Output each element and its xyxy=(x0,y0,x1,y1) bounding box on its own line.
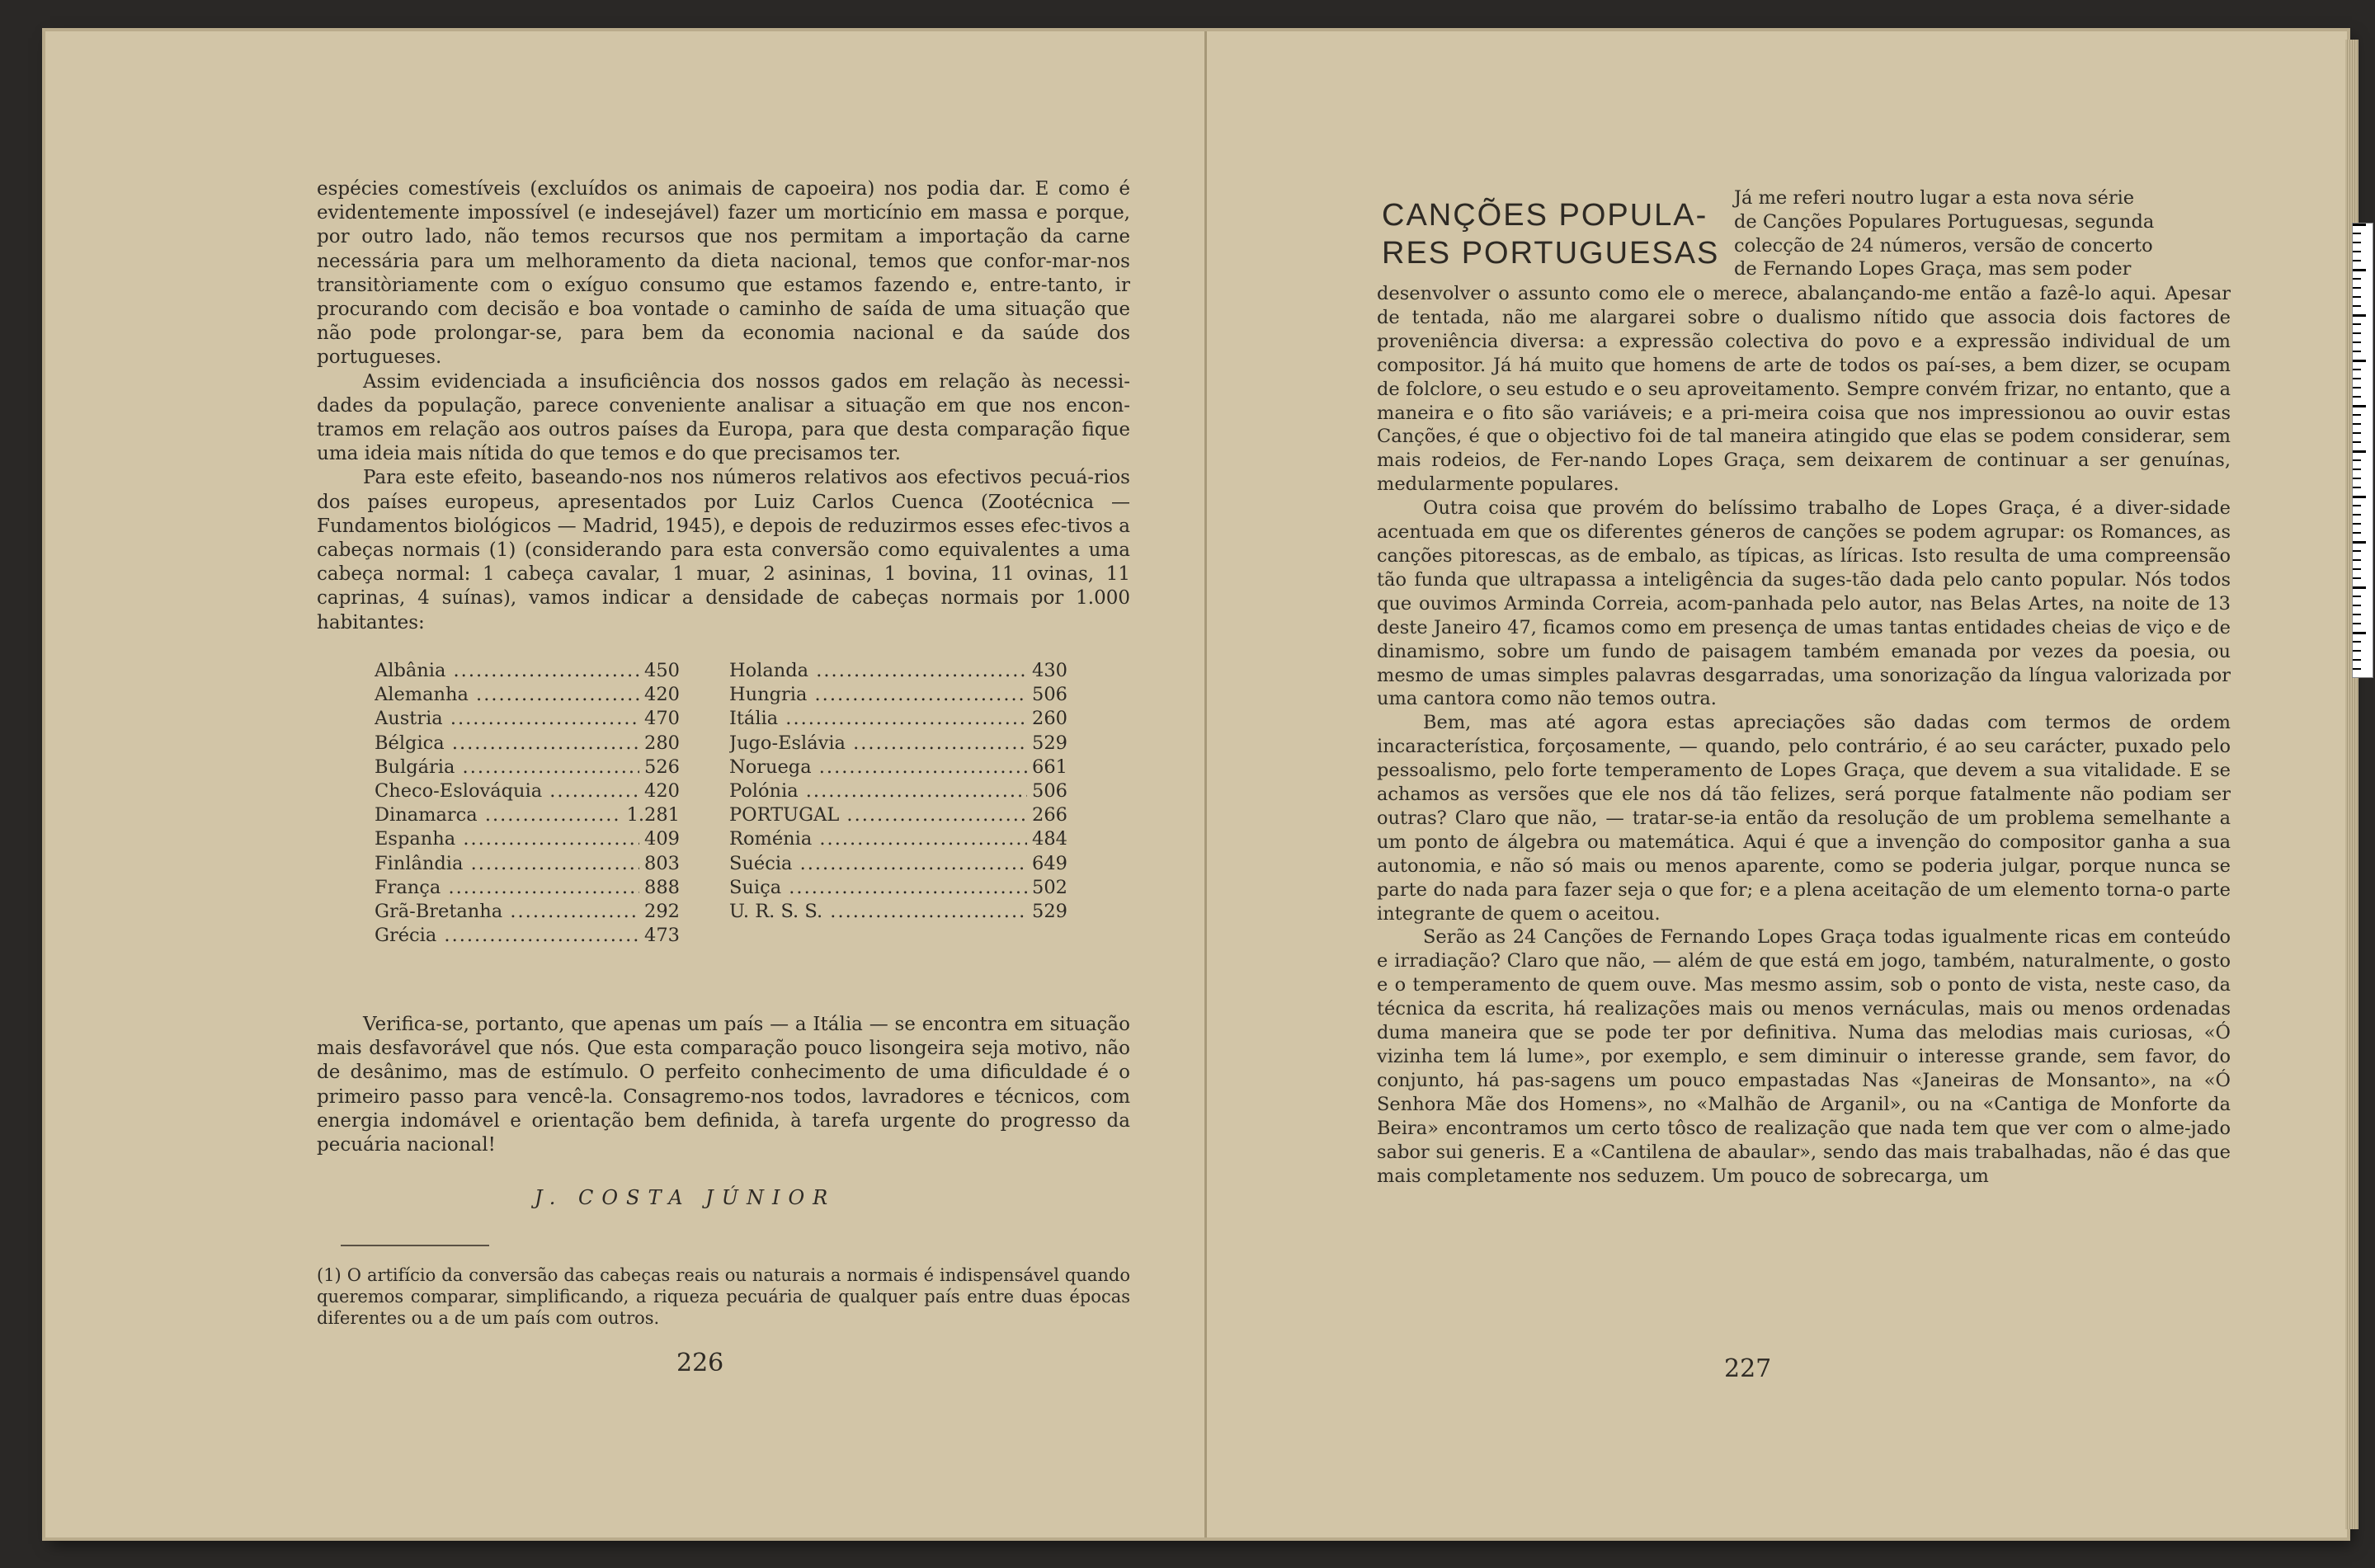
country-name: Grã-Bretanha ..... xyxy=(375,900,639,924)
paragraph: Bem, mas até agora estas apreciações são dadas com termos de ordem incaracterística, forçosamente, — quando, pelo contrário, é ao seu carácter, puxado pelo pessoalismo, pelo forte temperamento de Lopes Graça, que devem a sua vitalidade. E se achamos as versões que ele nos dá tão felizes, será porque fatalmente não podiam ser outras? Claro que não, — tratar-se-ia então da resolução de um problema semelhante a um ponto de álgebra ou matemática. Aqui é que a invenção do compositor ganha a sua autonomia, e não só mais ou menos aparente, como se poderia julgar, porque nunca se parte do nada para fazer seja o que for; e a plena aceitação de um elemento torna-o parte integrante de quem o aceitou. xyxy=(1377,712,2231,925)
country-name: Espanha ..... xyxy=(375,827,639,851)
density-value: 649 xyxy=(1027,852,1067,876)
density-value: 260 xyxy=(1027,707,1067,731)
country-name: Suécia ..... xyxy=(729,852,1027,876)
right-page xyxy=(1207,31,2347,1537)
density-table-right xyxy=(729,659,1067,924)
country-name: França ..... xyxy=(375,876,639,900)
table-row xyxy=(729,756,1067,779)
paragraph: espécies comestíveis (excluídos os animais de capoeira) nos podia dar. E como é evidentemente impossível (e indesejável) fazer um morticínio em massa e porque, por outro lado, não temos recursos que nos permitam a importação da carne necessária para um melhoramento da dieta nacional, temos que confor-mar-nos transitòriamente com o exíguo consumo que estamos fazendo e, entre-tanto, ir procurando com decisão e boa vontade o caminho de saída de uma situação que não pode prolongar-se, para bem da economia nacional e da saúde dos portugueses. xyxy=(317,178,1130,369)
density-value: 420 xyxy=(639,683,680,707)
country-name: Checo-Eslováquia ..... xyxy=(375,779,639,803)
table-row xyxy=(375,827,680,851)
table-row xyxy=(729,803,1067,827)
table-row xyxy=(729,827,1067,851)
intro-line: de Fernando Lopes Graça, mas sem poder xyxy=(1734,258,2132,280)
density-value: 506 xyxy=(1027,683,1067,707)
country-name: Jugo-Eslávia ..... xyxy=(729,732,1027,756)
table-row xyxy=(729,707,1067,731)
intro-line: Já me referi noutro lugar a esta nova série xyxy=(1734,187,2135,209)
density-value: 292 xyxy=(639,900,680,924)
country-name: Itália ..... xyxy=(729,707,1027,731)
table-row xyxy=(375,803,680,827)
density-value: 506 xyxy=(1027,779,1067,803)
country-name: Grécia ..... xyxy=(375,924,639,948)
table-row xyxy=(729,876,1067,900)
density-value: 280 xyxy=(639,732,680,756)
country-name: Polónia ..... xyxy=(729,779,1027,803)
table-row xyxy=(729,732,1067,756)
page-number: 227 xyxy=(1724,1354,1772,1383)
density-value: 450 xyxy=(639,659,680,683)
table-row xyxy=(729,683,1067,707)
country-name: Noruega ..... xyxy=(729,756,1027,779)
intro-line: colecção de 24 números, versão de concerto xyxy=(1734,234,2153,257)
country-name: Albânia ..... xyxy=(375,659,639,683)
table-row xyxy=(729,852,1067,876)
table-row xyxy=(375,852,680,876)
intro-block xyxy=(1734,186,2227,281)
density-value: 484 xyxy=(1027,827,1067,851)
table-row xyxy=(375,924,680,948)
density-value: 529 xyxy=(1027,732,1067,756)
density-value: 420 xyxy=(639,779,680,803)
country-name: Bélgica ..... xyxy=(375,732,639,756)
country-name: PORTUGAL ..... xyxy=(729,803,1027,827)
paragraph: Outra coisa que provém do belíssimo trabalho de Lopes Graça, é a diver-sidade acentuada em que os diferentes géneros de canções se podem agrupar: os Romances, as canções pitorescas, as de embalo, as típicas, as líricas. Isto resulta de uma compreensão tão funda que ultrapassa a inteligência da suges-tão dada pelo canto popular. Nós todos que ouvimos Arminda Correia, acom-panhada pelo autor, nas Belas Artes, na noite de 13 deste Janeiro 47, ficamos como em presença de umas tantas entidades cheias de viço e de dinamismo, sobre um fundo de paisagem também emanada por vezes da poesia, ou mesmo de umas simples palavras desgarradas, uma sonorização da língua valorizada por uma cantora como não temos outra. xyxy=(1377,497,2231,710)
table-row xyxy=(375,779,680,803)
country-name: Holanda ..... xyxy=(729,659,1027,683)
density-value: 661 xyxy=(1027,756,1067,779)
country-name: Austria ..... xyxy=(375,707,639,731)
left-page xyxy=(45,31,1207,1537)
table-row xyxy=(729,659,1067,683)
table-row xyxy=(375,707,680,731)
density-value: 526 xyxy=(639,756,680,779)
paragraph: Serão as 24 Canções de Fernando Lopes Graça todas igualmente ricas em conteúdo e irradiação? Claro que não, — além de que está em jogo, também, naturalmente, o gosto e o temperamento de quem ouve. Mas mesmo assim, sob o ponto de vista, neste caso, da técnica da escrita, há realizações mais ou menos vernáculas, mais ou menos ordenadas duma maneira que se pode ter por definitiva. Numa das melodias mais curiosas, «Ó vizinha tem lá lume», por exemplo, e sem diminuir o interesse grande, sem favor, do conjunto, há pas-sagens um pouco empastadas Nas «Janeiras de Monsanto», na «Ó Senhora Mãe dos Homens», no «Malhão de Arganil», ou na «Cantiga de Monforte da Beira» encontramos um certo tôsco de realização que nada tem que ver com o alme-jado sabor sui generis. E a «Cantilena de abaular», sendo das mais trabalhadas, não é das que mais completamente nos seduzem. Um pouco de sobrecarga, um xyxy=(1377,926,2231,1187)
density-value: 1.281 xyxy=(622,803,680,827)
country-name: U. R. S. S. ..... xyxy=(729,900,1027,924)
left-body xyxy=(317,177,1130,635)
table-row xyxy=(375,659,680,683)
density-value: 473 xyxy=(639,924,680,948)
country-name: Alemanha ..... xyxy=(375,683,639,707)
density-table-left xyxy=(375,659,680,948)
table-row xyxy=(375,876,680,900)
density-value: 430 xyxy=(1027,659,1067,683)
country-name: Bulgária ..... xyxy=(375,756,639,779)
table-row xyxy=(375,683,680,707)
density-value: 888 xyxy=(639,876,680,900)
paragraph: Assim evidenciada a insuficiência dos nossos gados em relação às necessi-dades da população, parece conveniente analisar a situação em que nos encon-tramos em relação aos outros países da Europa, para que desta comparação fique uma ideia mais nítida do que temos e do que precisamos ter. xyxy=(317,370,1130,465)
table-row xyxy=(729,900,1067,924)
country-name: Roménia ..... xyxy=(729,827,1027,851)
table-row xyxy=(729,779,1067,803)
page-number: 226 xyxy=(676,1349,724,1377)
footnote-rule xyxy=(341,1245,489,1246)
paragraph: Verifica-se, portanto, que apenas um país — a Itália — se encontra em situação mais desfavorável que nós. Que esta comparação pouco lisongeira seja motivo, não de desânimo, mas de estímulo. O perfeito conhecimento de uma dificuldade é o primeiro passo para vencê-la. Consagremo-nos todos, lavradores e técnicos, com energia indomável e orientação bem definida, à tarefa urgente do progresso da pecuária nacional! xyxy=(317,1014,1130,1156)
table-row xyxy=(375,900,680,924)
country-name: Hungria ..... xyxy=(729,683,1027,707)
paragraph: desenvolver o assunto como ele o merece, abalançando-me então a fazê-lo aqui. Apesar de tentada, não me alargarei sobre o dualismo nítido que associa dois factores de proveniência diversa: a expressão colectiva do povo e a expressão individual de um compositor. Já há muito que homens de arte de todos os paí-ses, a bem dizer, se ocupam de folclore, o seu estudo e o seu aproveitamento. Sempre convém frizar, no entanto, que a maneira e o fito são variáveis; e a pri-meira coisa que nos impressionou ao ouvir estas Canções, é que o objectivo foi de tal maneira atingido que elas se podem considerar, sem mais rodeios, de Fer-nando Lopes Graça, sem deixarem de continuar a ser genuínas, medularmente populares. xyxy=(1377,283,2231,496)
right-body xyxy=(1377,282,2231,1188)
density-value: 502 xyxy=(1027,876,1067,900)
title-line: RES PORTUGUESAS xyxy=(1382,236,1720,271)
paragraph: Para este efeito, baseando-nos nos números relativos aos efectivos pecuá-rios dos países europeus, apresentados por Luiz Carlos Cuenca (Zootécnica — Fundamentos biológicos — Madrid, 1945), e depois de reduzirmos esses efec-tivos a cabeças normais (1) (considerando para esta conversão como equivalentes a uma cabeça normal: 1 cabeça cavalar, 1 muar, 2 asininas, 1 bovina, 11 ovinas, 11 caprinas, 4 suínas), vamos indicar a densidade de cabeças normais por 1.000 habitantes: xyxy=(317,467,1130,633)
open-book xyxy=(45,31,2347,1537)
article-title xyxy=(1382,196,1719,272)
density-value: 409 xyxy=(639,827,680,851)
footnote: (1) O artifício da conversão das cabeças reais ou naturais a normais é indispensável quando queremos comparar, simplificando, a riqueza pecuária de qualquer país entre duas épocas diferentes ou a de um país com outros. xyxy=(317,1265,1130,1328)
left-closing xyxy=(317,1013,1130,1157)
density-value: 529 xyxy=(1027,900,1067,924)
country-name: Finlândia ..... xyxy=(375,852,639,876)
country-name: Suiça ..... xyxy=(729,876,1027,900)
intro-line: de Canções Populares Portuguesas, segunda xyxy=(1734,210,2155,233)
country-name: Dinamarca ..... xyxy=(375,803,622,827)
density-value: 470 xyxy=(639,707,680,731)
author-signature: J. COSTA JÚNIOR xyxy=(535,1186,836,1209)
color-scale-bar xyxy=(2352,223,2373,678)
table-row xyxy=(375,732,680,756)
title-line: CANÇÕES POPULA- xyxy=(1382,198,1708,233)
density-value: 803 xyxy=(639,852,680,876)
table-row xyxy=(375,756,680,779)
density-value: 266 xyxy=(1027,803,1067,827)
